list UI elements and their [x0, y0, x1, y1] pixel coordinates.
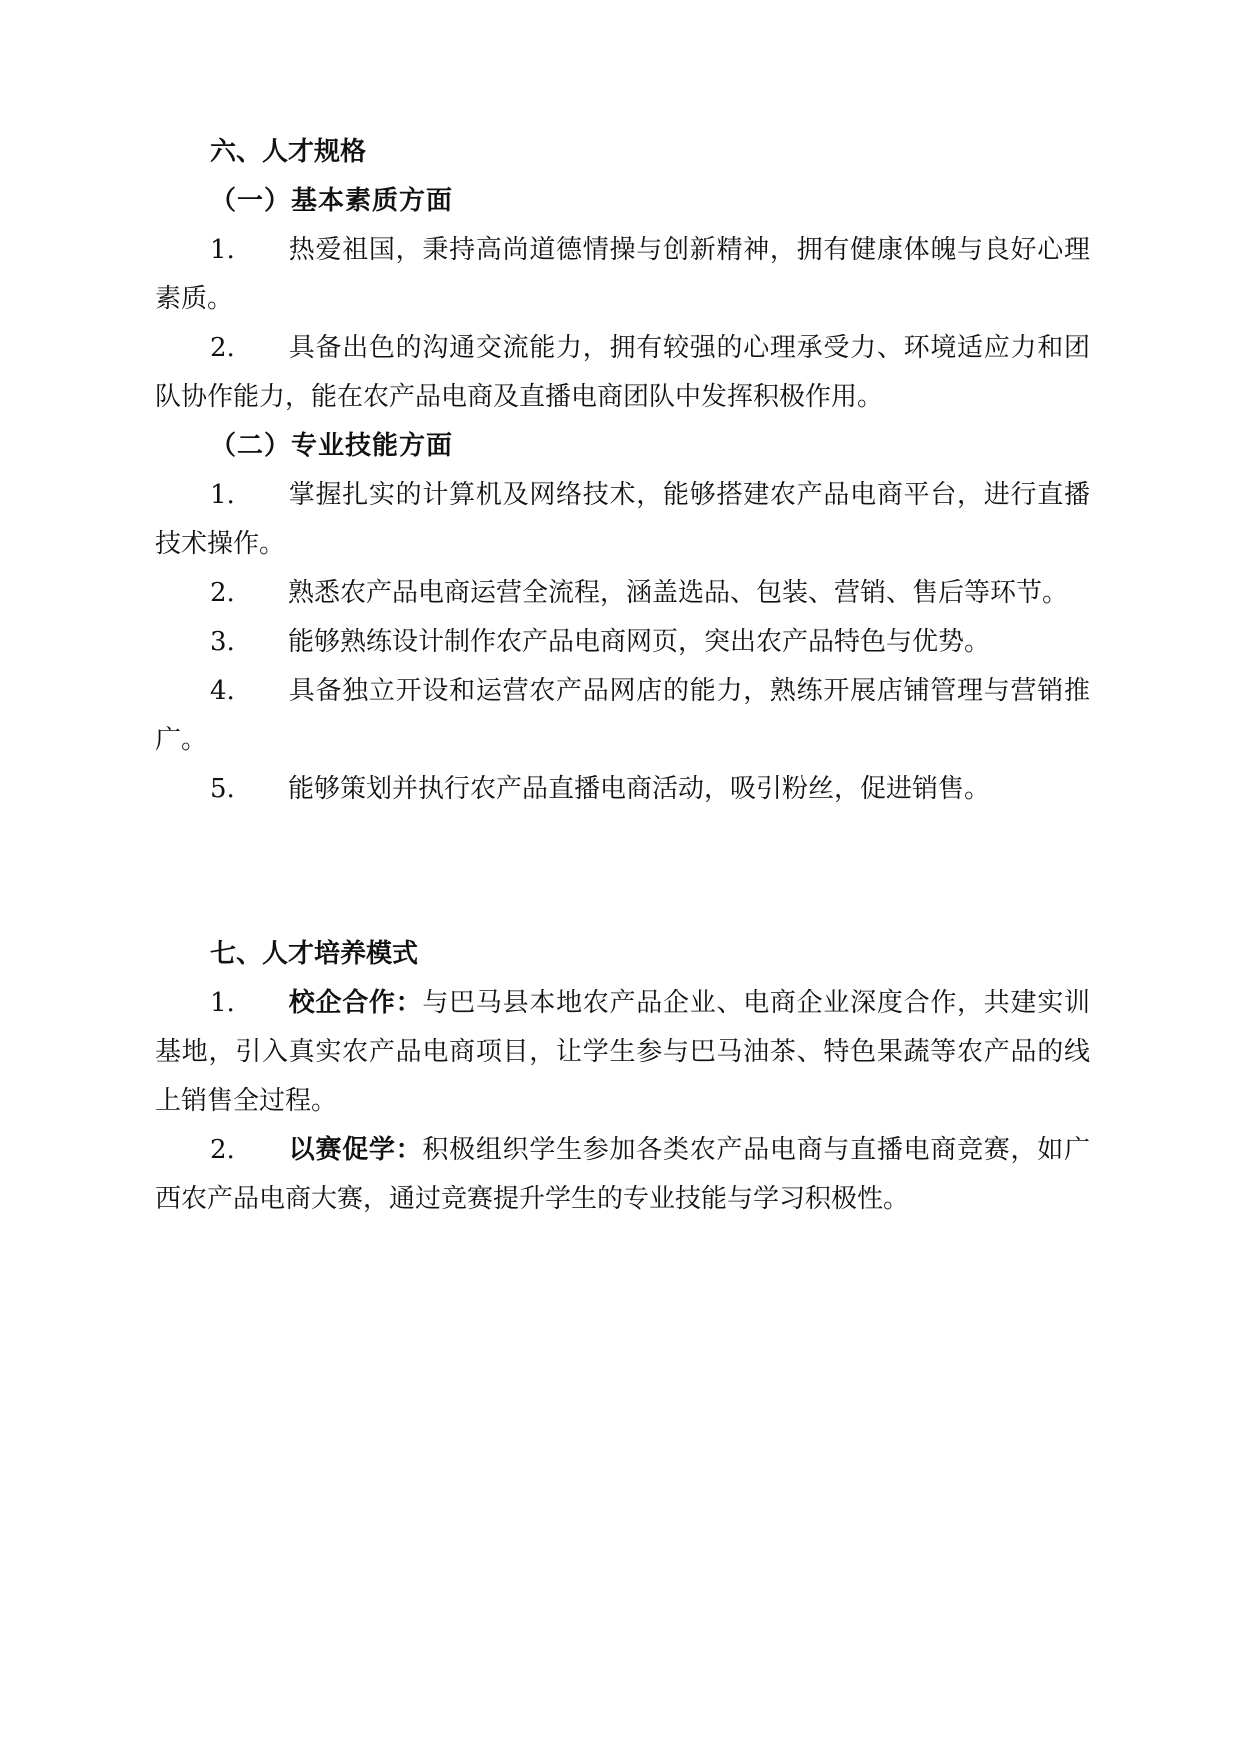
list-item	[155, 1126, 1090, 1224]
list-item	[155, 324, 1090, 422]
item-number: 1.	[210, 235, 235, 265]
subsection-1-title: （一）基本素质方面	[210, 186, 454, 216]
list-item	[155, 569, 1090, 618]
item-number: 4.	[210, 676, 235, 706]
item-number: 5.	[210, 774, 235, 804]
item-number: 2.	[210, 1135, 235, 1165]
list-item	[155, 618, 1090, 667]
item-text: 能够策划并执行农产品直播电商活动，吸引粉丝，促进销售。	[288, 774, 991, 804]
item-text: 具备独立开设和运营农产品网店的能力，熟练开展店铺管理与营销推广。	[155, 676, 1090, 755]
section-6	[155, 128, 1090, 814]
item-number: 1.	[210, 988, 235, 1018]
section-6-title: 六、人才规格	[210, 137, 367, 167]
item-number: 2.	[210, 578, 235, 608]
item-text: 能够熟练设计制作农产品电商网页，突出农产品特色与优势。	[288, 627, 991, 657]
item-number: 2.	[210, 333, 235, 363]
subsection-2-title: （二）专业技能方面	[210, 431, 454, 461]
item-number: 1.	[210, 480, 235, 510]
section-7-title: 七、人才培养模式	[210, 939, 419, 969]
list-item	[155, 226, 1090, 324]
item-text: 具备出色的沟通交流能力，拥有较强的心理承受力、环境适应力和团队协作能力，能在农产品电商及直播电商团队中发挥积极作用。	[155, 333, 1090, 412]
item-number: 3.	[210, 627, 235, 657]
list-item	[155, 979, 1090, 1126]
list-item	[155, 471, 1090, 569]
item-text: 积极组织学生参加各类农产品电商与直播电商竞赛，如广西农产品电商大赛，通过竞赛提升学生的专业技能与学习积极性。	[155, 1135, 1090, 1214]
list-item	[155, 667, 1090, 765]
section-7	[155, 930, 1090, 1224]
item-label: 以赛促学：	[288, 1135, 423, 1165]
item-text: 与巴马县本地农产品企业、电商企业深度合作，共建实训基地，引入真实农产品电商项目，让学生参与巴马油茶、特色果蔬等农产品的线上销售全过程。	[155, 988, 1090, 1116]
item-text: 熟悉农产品电商运营全流程，涵盖选品、包装、营销、售后等环节。	[288, 578, 1069, 608]
item-text: 掌握扎实的计算机及网络技术，能够搭建农产品电商平台，进行直播技术操作。	[155, 480, 1090, 559]
item-text: 热爱祖国，秉持高尚道德情操与创新精神，拥有健康体魄与良好心理素质。	[155, 235, 1090, 314]
item-label: 校企合作：	[288, 988, 423, 1018]
list-item	[155, 765, 1090, 814]
